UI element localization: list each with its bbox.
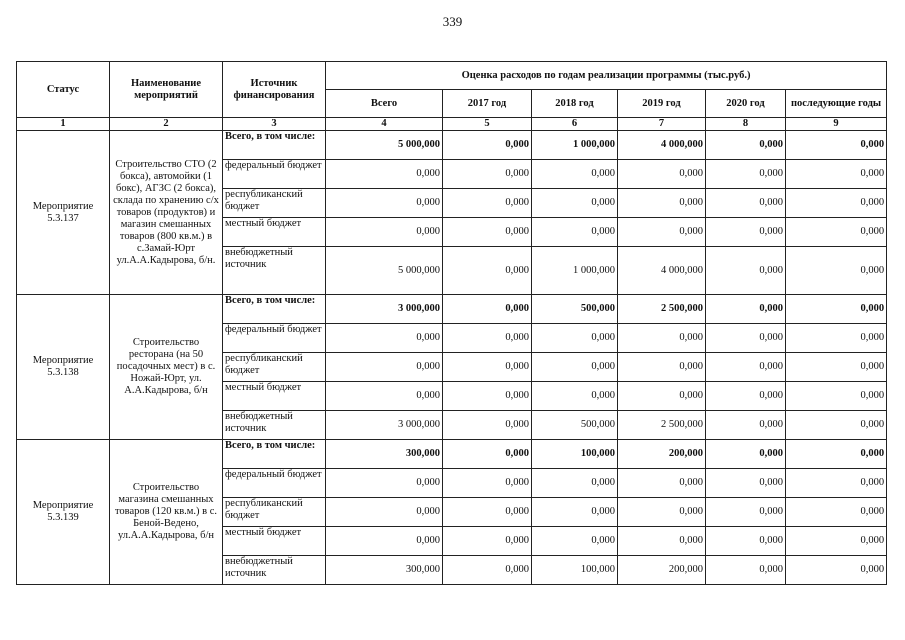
amount-cell: 0,000 <box>786 189 887 218</box>
amount-cell: 0,000 <box>786 382 887 411</box>
source-total: Всего, в том числе: <box>223 131 326 160</box>
amount-cell: 0,000 <box>532 382 618 411</box>
header-estimate: Оценка расходов по годам реализации программы (тыс.руб.) <box>326 62 887 90</box>
amount-cell: 0,000 <box>443 498 532 527</box>
column-number: 5 <box>443 118 532 131</box>
amount-cell: 0,000 <box>443 189 532 218</box>
column-number: 4 <box>326 118 443 131</box>
column-number: 2 <box>110 118 223 131</box>
amount-cell: 0,000 <box>618 218 706 247</box>
amount-cell: 0,000 <box>443 411 532 440</box>
amount-cell: 200,000 <box>618 440 706 469</box>
header-2020: 2020 год <box>706 90 786 118</box>
amount-cell: 0,000 <box>443 353 532 382</box>
source-label: республиканский бюджет <box>223 189 326 218</box>
amount-cell: 0,000 <box>706 382 786 411</box>
amount-cell: 0,000 <box>443 131 532 160</box>
source-label: местный бюджет <box>223 382 326 411</box>
amount-cell: 0,000 <box>706 440 786 469</box>
amount-cell: 0,000 <box>326 498 443 527</box>
table-row <box>17 440 887 469</box>
amount-cell: 5 000,000 <box>326 131 443 160</box>
column-number: 8 <box>706 118 786 131</box>
source-total: Всего, в том числе: <box>223 440 326 469</box>
amount-cell: 100,000 <box>532 440 618 469</box>
amount-cell: 0,000 <box>706 411 786 440</box>
source-label: внебюджетный источник <box>223 556 326 585</box>
measure-name: Строительство ресторана (на 50 посадочных мест) в с. Ножай-Юрт, ул. А.А.Кадырова, б/н <box>110 295 223 440</box>
source-label: местный бюджет <box>223 218 326 247</box>
amount-cell: 0,000 <box>786 131 887 160</box>
source-label: внебюджетный источник <box>223 247 326 295</box>
amount-cell: 1 000,000 <box>532 131 618 160</box>
page-number: 339 <box>442 14 463 29</box>
amount-cell: 0,000 <box>618 160 706 189</box>
measure-status: Мероприятие 5.3.137 <box>17 131 110 295</box>
amount-cell: 500,000 <box>532 411 618 440</box>
amount-cell: 5 000,000 <box>326 247 443 295</box>
amount-cell: 0,000 <box>706 556 786 585</box>
amount-cell: 0,000 <box>706 498 786 527</box>
column-number: 6 <box>532 118 618 131</box>
amount-cell: 0,000 <box>786 411 887 440</box>
amount-cell: 2 500,000 <box>618 295 706 324</box>
amount-cell: 0,000 <box>618 324 706 353</box>
amount-cell: 0,000 <box>443 440 532 469</box>
header-2018: 2018 год <box>532 90 618 118</box>
table-row <box>17 131 887 160</box>
header-2019: 2019 год <box>618 90 706 118</box>
amount-cell: 0,000 <box>786 295 887 324</box>
column-numbers-row <box>17 118 887 131</box>
source-label: федеральный бюджет <box>223 324 326 353</box>
amount-cell: 0,000 <box>326 324 443 353</box>
amount-cell: 0,000 <box>786 247 887 295</box>
amount-cell: 4 000,000 <box>618 247 706 295</box>
amount-cell: 0,000 <box>786 160 887 189</box>
source-label: федеральный бюджет <box>223 160 326 189</box>
amount-cell: 0,000 <box>786 440 887 469</box>
amount-cell: 0,000 <box>443 527 532 556</box>
amount-cell: 0,000 <box>326 353 443 382</box>
amount-cell: 0,000 <box>532 527 618 556</box>
amount-cell: 0,000 <box>326 527 443 556</box>
amount-cell: 0,000 <box>532 498 618 527</box>
amount-cell: 0,000 <box>443 247 532 295</box>
amount-cell: 0,000 <box>786 469 887 498</box>
amount-cell: 0,000 <box>443 382 532 411</box>
source-label: республиканский бюджет <box>223 353 326 382</box>
amount-cell: 0,000 <box>443 324 532 353</box>
header-name: Наименование мероприятий <box>110 62 223 118</box>
amount-cell: 0,000 <box>706 247 786 295</box>
amount-cell: 0,000 <box>786 498 887 527</box>
amount-cell: 0,000 <box>618 189 706 218</box>
amount-cell: 0,000 <box>618 498 706 527</box>
amount-cell: 0,000 <box>326 218 443 247</box>
amount-cell: 300,000 <box>326 556 443 585</box>
amount-cell: 2 500,000 <box>618 411 706 440</box>
amount-cell: 0,000 <box>706 295 786 324</box>
table-row <box>17 295 887 324</box>
amount-cell: 0,000 <box>618 353 706 382</box>
amount-cell: 0,000 <box>532 160 618 189</box>
column-number: 1 <box>17 118 110 131</box>
amount-cell: 500,000 <box>532 295 618 324</box>
amount-cell: 0,000 <box>706 218 786 247</box>
amount-cell: 3 000,000 <box>326 411 443 440</box>
amount-cell: 0,000 <box>706 527 786 556</box>
column-number: 3 <box>223 118 326 131</box>
measure-status: Мероприятие 5.3.139 <box>17 440 110 585</box>
source-label: внебюджетный источник <box>223 411 326 440</box>
amount-cell: 0,000 <box>786 324 887 353</box>
amount-cell: 0,000 <box>618 382 706 411</box>
amount-cell: 0,000 <box>443 469 532 498</box>
source-label: местный бюджет <box>223 527 326 556</box>
source-total: Всего, в том числе: <box>223 295 326 324</box>
amount-cell: 0,000 <box>532 189 618 218</box>
amount-cell: 0,000 <box>443 218 532 247</box>
amount-cell: 0,000 <box>706 160 786 189</box>
amount-cell: 0,000 <box>443 295 532 324</box>
measure-name: Строительство магазина смешанных товаров (120 кв.м.) в с. Беной-Ведено, ул.А.А.Кадырова, б/н <box>110 440 223 585</box>
amount-cell: 0,000 <box>326 469 443 498</box>
header-later-years: последующие годы <box>786 90 887 118</box>
source-label: республиканский бюджет <box>223 498 326 527</box>
amount-cell: 0,000 <box>786 353 887 382</box>
amount-cell: 100,000 <box>532 556 618 585</box>
amount-cell: 4 000,000 <box>618 131 706 160</box>
amount-cell: 0,000 <box>706 353 786 382</box>
source-label: федеральный бюджет <box>223 469 326 498</box>
amount-cell: 1 000,000 <box>532 247 618 295</box>
amount-cell: 0,000 <box>706 189 786 218</box>
amount-cell: 0,000 <box>326 189 443 218</box>
column-number: 9 <box>786 118 887 131</box>
amount-cell: 0,000 <box>532 353 618 382</box>
amount-cell: 0,000 <box>706 469 786 498</box>
amount-cell: 0,000 <box>618 469 706 498</box>
amount-cell: 0,000 <box>786 527 887 556</box>
amount-cell: 3 000,000 <box>326 295 443 324</box>
measure-status: Мероприятие 5.3.138 <box>17 295 110 440</box>
amount-cell: 0,000 <box>326 160 443 189</box>
header-total: Всего <box>326 90 443 118</box>
amount-cell: 0,000 <box>706 324 786 353</box>
amount-cell: 0,000 <box>786 218 887 247</box>
amount-cell: 0,000 <box>786 556 887 585</box>
amount-cell: 0,000 <box>618 527 706 556</box>
header-2017: 2017 год <box>443 90 532 118</box>
table-body <box>17 131 887 585</box>
header-status: Статус <box>17 62 110 118</box>
amount-cell: 0,000 <box>532 469 618 498</box>
expense-table <box>16 61 887 585</box>
amount-cell: 0,000 <box>443 160 532 189</box>
amount-cell: 0,000 <box>532 324 618 353</box>
header-source: Источник финансирования <box>223 62 326 118</box>
measure-name: Строительство СТО (2 бокса), автомойки (1 бокс), АГЗС (2 бокса), склада по хранению с/х товаров (продуктов) и магазин смешанных товаров (800 кв.м.) в с.Замай-Юрт ул.А.А.Кадырова, б/н. <box>110 131 223 295</box>
column-number: 7 <box>618 118 706 131</box>
amount-cell: 200,000 <box>618 556 706 585</box>
amount-cell: 0,000 <box>443 556 532 585</box>
amount-cell: 300,000 <box>326 440 443 469</box>
amount-cell: 0,000 <box>326 382 443 411</box>
amount-cell: 0,000 <box>706 131 786 160</box>
amount-cell: 0,000 <box>532 218 618 247</box>
